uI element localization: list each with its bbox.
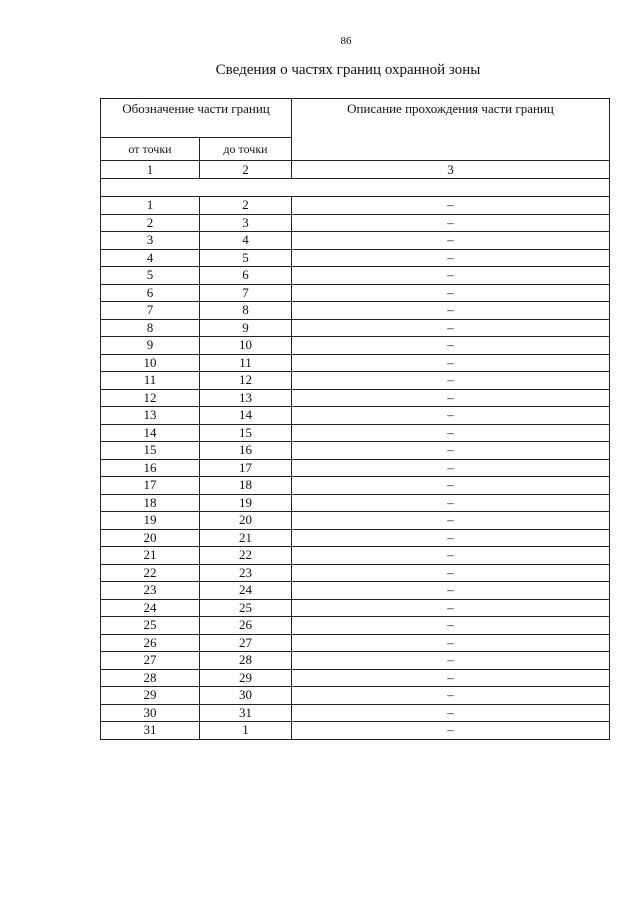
table-row	[101, 389, 610, 407]
cell-from: 6	[101, 284, 200, 302]
cell-to: 27	[200, 634, 292, 652]
table-row	[101, 634, 610, 652]
table-row	[101, 214, 610, 232]
cell-to: 5	[200, 249, 292, 267]
cell-to: 2	[200, 197, 292, 215]
cell-to: 16	[200, 442, 292, 460]
table-row	[101, 407, 610, 425]
cell-from: 30	[101, 704, 200, 722]
cell-from: 7	[101, 302, 200, 320]
cell-to: 4	[200, 232, 292, 250]
boundary-parts-table	[100, 98, 610, 740]
cell-desc: –	[292, 214, 610, 232]
cell-from: 2	[101, 214, 200, 232]
cell-from: 13	[101, 407, 200, 425]
cell-to: 3	[200, 214, 292, 232]
cell-to: 31	[200, 704, 292, 722]
cell-desc: –	[292, 722, 610, 740]
table-row	[101, 477, 610, 495]
cell-to: 21	[200, 529, 292, 547]
table-row	[101, 669, 610, 687]
table-row	[101, 459, 610, 477]
cell-desc: –	[292, 372, 610, 390]
cell-from: 22	[101, 564, 200, 582]
cell-desc: –	[292, 442, 610, 460]
cell-desc: –	[292, 459, 610, 477]
cell-desc: –	[292, 407, 610, 425]
cell-to: 18	[200, 477, 292, 495]
cell-desc: –	[292, 652, 610, 670]
cell-to: 30	[200, 687, 292, 705]
table-row	[101, 704, 610, 722]
cell-to: 9	[200, 319, 292, 337]
cell-desc: –	[292, 599, 610, 617]
cell-from: 9	[101, 337, 200, 355]
table-row	[101, 687, 610, 705]
table-row	[101, 547, 610, 565]
cell-from: 3	[101, 232, 200, 250]
cell-from: 18	[101, 494, 200, 512]
cell-desc: –	[292, 232, 610, 250]
cell-to: 25	[200, 599, 292, 617]
cell-desc: –	[292, 284, 610, 302]
cell-from: 11	[101, 372, 200, 390]
table-row	[101, 319, 610, 337]
document-title: Сведения о частях границ охранной зоны	[215, 62, 481, 78]
cell-from: 4	[101, 249, 200, 267]
cell-desc: –	[292, 389, 610, 407]
cell-from: 14	[101, 424, 200, 442]
cell-from: 27	[101, 652, 200, 670]
cell-to: 10	[200, 337, 292, 355]
cell-to: 8	[200, 302, 292, 320]
table-row	[101, 372, 610, 390]
cell-desc: –	[292, 354, 610, 372]
cell-from: 20	[101, 529, 200, 547]
table-row	[101, 442, 610, 460]
cell-to: 14	[200, 407, 292, 425]
cell-desc: –	[292, 477, 610, 495]
from-point-header: от точки	[101, 138, 200, 161]
table-row	[101, 652, 610, 670]
cell-desc: –	[292, 494, 610, 512]
cell-desc: –	[292, 337, 610, 355]
cell-to: 7	[200, 284, 292, 302]
column-number-2: 2	[200, 161, 292, 179]
cell-to: 17	[200, 459, 292, 477]
cell-desc: –	[292, 424, 610, 442]
empty-section-row	[101, 179, 610, 197]
table-row	[101, 424, 610, 442]
cell-to: 22	[200, 547, 292, 565]
cell-from: 17	[101, 477, 200, 495]
cell-to: 24	[200, 582, 292, 600]
cell-desc: –	[292, 529, 610, 547]
cell-to: 29	[200, 669, 292, 687]
cell-to: 19	[200, 494, 292, 512]
to-point-header: до точки	[200, 138, 292, 161]
cell-desc: –	[292, 704, 610, 722]
boundary-designation-header: Обозначение части границ	[101, 99, 292, 138]
table-row	[101, 582, 610, 600]
cell-from: 10	[101, 354, 200, 372]
cell-to: 23	[200, 564, 292, 582]
cell-desc: –	[292, 302, 610, 320]
table-row	[101, 564, 610, 582]
cell-to: 26	[200, 617, 292, 635]
empty-section-cell	[101, 179, 610, 197]
table-row	[101, 617, 610, 635]
table-row	[101, 232, 610, 250]
table-row	[101, 197, 610, 215]
cell-to: 28	[200, 652, 292, 670]
cell-desc: –	[292, 267, 610, 285]
table-row	[101, 267, 610, 285]
cell-from: 31	[101, 722, 200, 740]
column-number-1: 1	[101, 161, 200, 179]
table-row	[101, 722, 610, 740]
cell-from: 15	[101, 442, 200, 460]
cell-from: 5	[101, 267, 200, 285]
cell-from: 25	[101, 617, 200, 635]
cell-to: 13	[200, 389, 292, 407]
cell-to: 1	[200, 722, 292, 740]
cell-from: 24	[101, 599, 200, 617]
cell-desc: –	[292, 634, 610, 652]
cell-desc: –	[292, 582, 610, 600]
cell-from: 28	[101, 669, 200, 687]
cell-from: 29	[101, 687, 200, 705]
cell-desc: –	[292, 249, 610, 267]
table-row	[101, 599, 610, 617]
cell-desc: –	[292, 319, 610, 337]
table-row	[101, 302, 610, 320]
cell-desc: –	[292, 197, 610, 215]
cell-from: 26	[101, 634, 200, 652]
column-number-row	[101, 161, 610, 179]
cell-from: 12	[101, 389, 200, 407]
cell-desc: –	[292, 669, 610, 687]
table-row	[101, 284, 610, 302]
cell-desc: –	[292, 547, 610, 565]
table-row	[101, 494, 610, 512]
cell-desc: –	[292, 512, 610, 530]
column-number-3: 3	[292, 161, 610, 179]
cell-desc: –	[292, 687, 610, 705]
table-row	[101, 249, 610, 267]
table-row	[101, 512, 610, 530]
cell-to: 15	[200, 424, 292, 442]
page-number: 86	[340, 35, 352, 47]
cell-from: 1	[101, 197, 200, 215]
cell-from: 19	[101, 512, 200, 530]
table-row	[101, 354, 610, 372]
cell-desc: –	[292, 564, 610, 582]
table-header-row	[101, 99, 610, 138]
cell-to: 6	[200, 267, 292, 285]
cell-from: 16	[101, 459, 200, 477]
cell-from: 21	[101, 547, 200, 565]
cell-to: 20	[200, 512, 292, 530]
cell-to: 11	[200, 354, 292, 372]
table-row	[101, 529, 610, 547]
cell-desc: –	[292, 617, 610, 635]
boundary-description-header: Описание прохождения части границ	[292, 99, 610, 161]
table-row	[101, 337, 610, 355]
cell-to: 12	[200, 372, 292, 390]
cell-from: 23	[101, 582, 200, 600]
cell-from: 8	[101, 319, 200, 337]
